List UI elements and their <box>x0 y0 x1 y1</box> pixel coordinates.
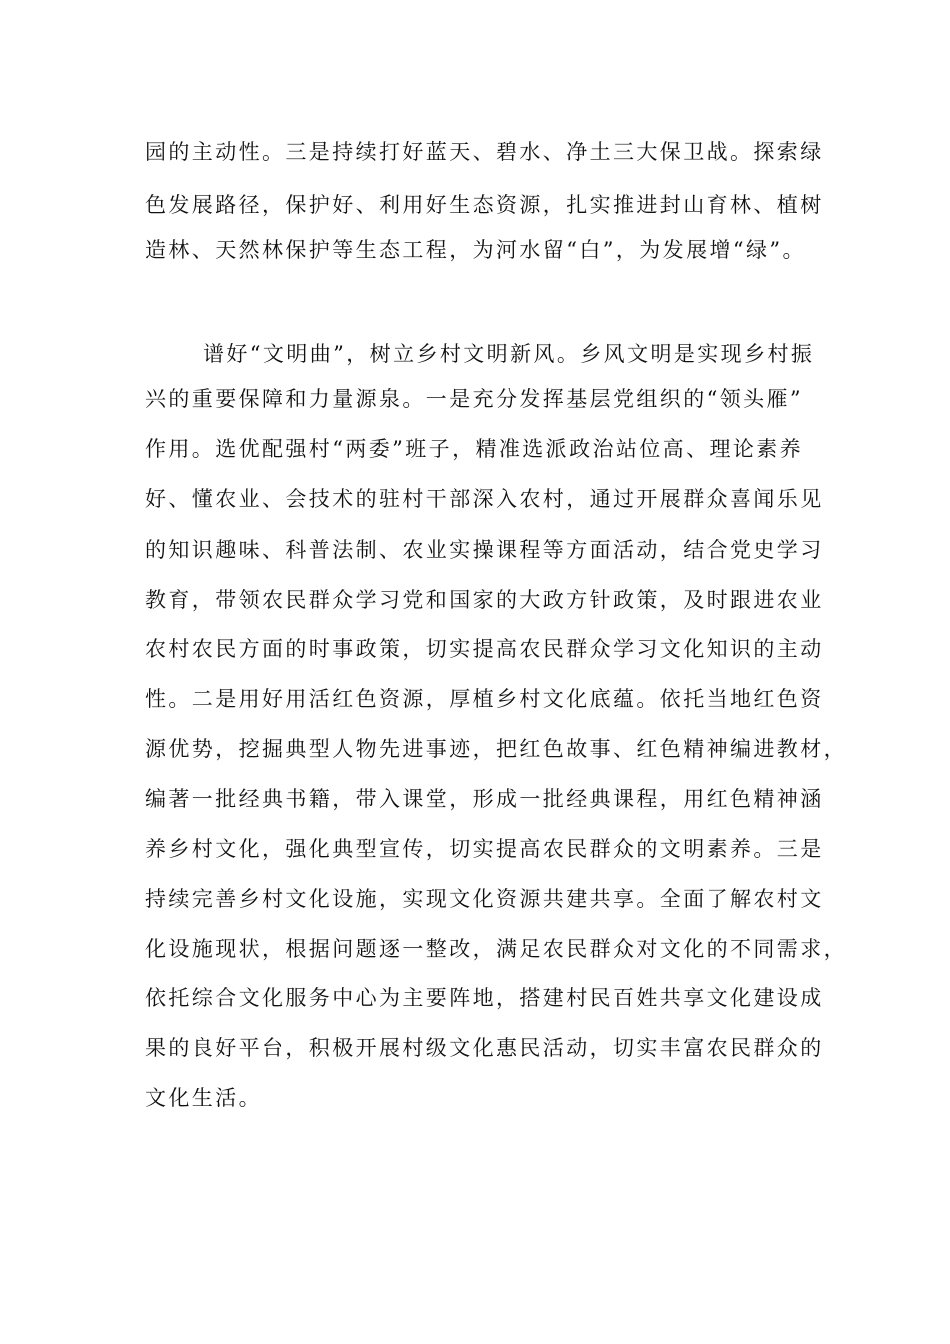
text-line: 好、懂农业、会技术的驻村干部深入农村，通过开展群众喜闻乐见 <box>145 487 824 511</box>
text-line: 持续完善乡村文化设施，实现文化资源共建共享。全面了解农村文 <box>145 887 824 911</box>
text-line: 教育，带领农民群众学习党和国家的大政方针政策，及时跟进农业 <box>145 588 824 612</box>
text-line: 园的主动性。三是持续打好蓝天、碧水、净土三大保卫战。探索绿 <box>145 140 824 164</box>
paragraph-first-line: 谱好“文明曲”，树立乡村文明新风。乡风文明是实现乡村振 <box>203 342 815 366</box>
text-line: 兴的重要保障和力量源泉。一是充分发挥基层党组织的“领头雁” <box>145 387 804 411</box>
text-line: 果的良好平台，积极开展村级文化惠民活动，切实丰富农民群众的 <box>145 1036 824 1060</box>
text-line: 文化生活。 <box>145 1086 262 1110</box>
text-line: 源优势，挖掘典型人物先进事迹，把红色故事、红色精神编进教材， <box>145 737 847 761</box>
text-line: 依托综合文化服务中心为主要阵地，搭建村民百姓共享文化建设成 <box>145 986 824 1010</box>
text-line: 化设施现状，根据问题逐一整改，满足农民群众对文化的不同需求， <box>145 937 847 961</box>
text-line: 作用。选优配强村“两委”班子，精准选派政治站位高、理论素养 <box>145 437 804 461</box>
text-line: 造林、天然林保护等生态工程，为河水留“白”，为发展增“绿”。 <box>145 238 806 262</box>
text-line: 农村农民方面的时事政策，切实提高农民群众学习文化知识的主动 <box>145 637 824 661</box>
text-line: 的知识趣味、科普法制、农业实操课程等方面活动，结合党史学习 <box>145 538 824 562</box>
text-line: 性。二是用好用活红色资源，厚植乡村文化底蕴。依托当地红色资 <box>145 687 824 711</box>
text-line: 编著一批经典书籍，带入课堂，形成一批经典课程，用红色精神涵 <box>145 787 824 811</box>
text-line: 养乡村文化，强化典型宣传，切实提高农民群众的文明素养。三是 <box>145 837 824 861</box>
text-line: 色发展路径，保护好、利用好生态资源，扎实推进封山育林、植树 <box>145 193 824 217</box>
